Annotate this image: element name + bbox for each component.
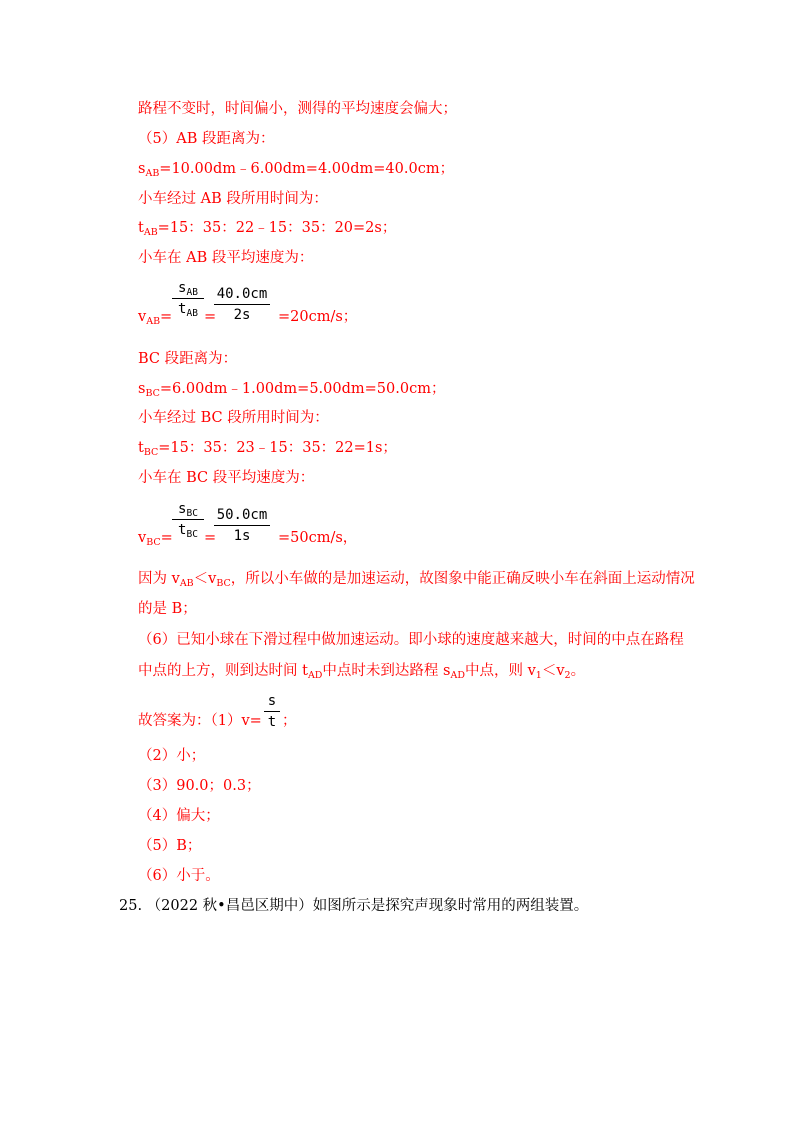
result-text: =50cm/s， xyxy=(278,530,358,546)
text-line: BC 段距离为： xyxy=(138,351,238,367)
text-line: 小车经过 AB 段所用时间为： xyxy=(138,191,328,207)
symbol: t xyxy=(138,220,144,236)
fraction-sbc-tbc: $s_{BC}$ $t_{BC}$ xyxy=(172,500,204,539)
text-line: （5）AB 段距离为： xyxy=(138,131,275,147)
symbol: s xyxy=(138,161,146,177)
question-25: 25. （2022 秋•昌邑区期中）如图所示是探究声现象时常用的两组装置。 xyxy=(119,898,589,914)
answer-line: （4）偏大； xyxy=(138,808,220,824)
text-line: 的是 B； xyxy=(138,601,197,617)
text-line: 路程不变时，时间偏小，测得的平均速度会偏大； xyxy=(138,101,457,117)
equals-sign: = xyxy=(204,530,217,546)
equals-sign: = xyxy=(204,309,217,325)
text-line: 小车经过 BC 段所用时间为： xyxy=(138,410,329,426)
text-line: （6）已知小球在下滑过程中做加速运动。即小球的速度越来越大，时间的中点在路程 xyxy=(138,632,684,648)
text-line: $s_{BC}=6.00dm﹣1.00dm=5.00dm=50.0cm$； xyxy=(138,381,446,399)
answer-line: （3）90.0；0.3； xyxy=(138,778,261,794)
answer-line: （5）B； xyxy=(138,838,202,854)
result-text: =20cm/s； xyxy=(278,309,358,325)
punctuation: ； xyxy=(282,713,297,729)
fraction-sab-tab: $s_{AB}$ $t_{AB}$ xyxy=(172,279,204,318)
equation-text: =10.00dm﹣6.00dm=4.00dm=40.0cm； xyxy=(159,161,455,177)
subscript: AB xyxy=(145,168,160,179)
text-line xyxy=(138,159,454,179)
answer-line: （2）小； xyxy=(138,748,206,764)
subscript: AB xyxy=(143,227,158,238)
formula-label: $v_{AB}=$ xyxy=(138,309,173,327)
text-line: $t_{BC}=15$：35：23﹣15：35：22=1s； xyxy=(138,440,397,458)
answer-intro: 故答案为：（1）v= xyxy=(138,713,262,729)
answer-line: （6）小于。 xyxy=(138,868,220,884)
equation-text: =15：35：22﹣15：35：20=2s； xyxy=(157,220,397,236)
fraction-s-over-t: s t xyxy=(264,692,280,731)
fraction-50cm-1s: 50.0cm 1s xyxy=(214,506,270,545)
fraction-40cm-2s: 40.0cm 2s xyxy=(214,285,270,324)
text-line: 小车在 AB 段平均速度为： xyxy=(138,250,314,266)
formula-label: $v_{BC}=$ xyxy=(138,530,173,548)
text-line: 小车在 BC 段平均速度为： xyxy=(138,470,315,486)
text-line: 中点的上方，则到达时间 $t_{AD}$中点时未到达路程 $s_{AD}$中点，则 $v_1<v_2$。 xyxy=(138,663,586,681)
text-line: 因为 $v_{AB}<v_{BC}$，所以小车做的是加速运动，故图象中能正确反映小车在斜面上运动情况 xyxy=(138,571,695,589)
text-line xyxy=(138,218,396,238)
